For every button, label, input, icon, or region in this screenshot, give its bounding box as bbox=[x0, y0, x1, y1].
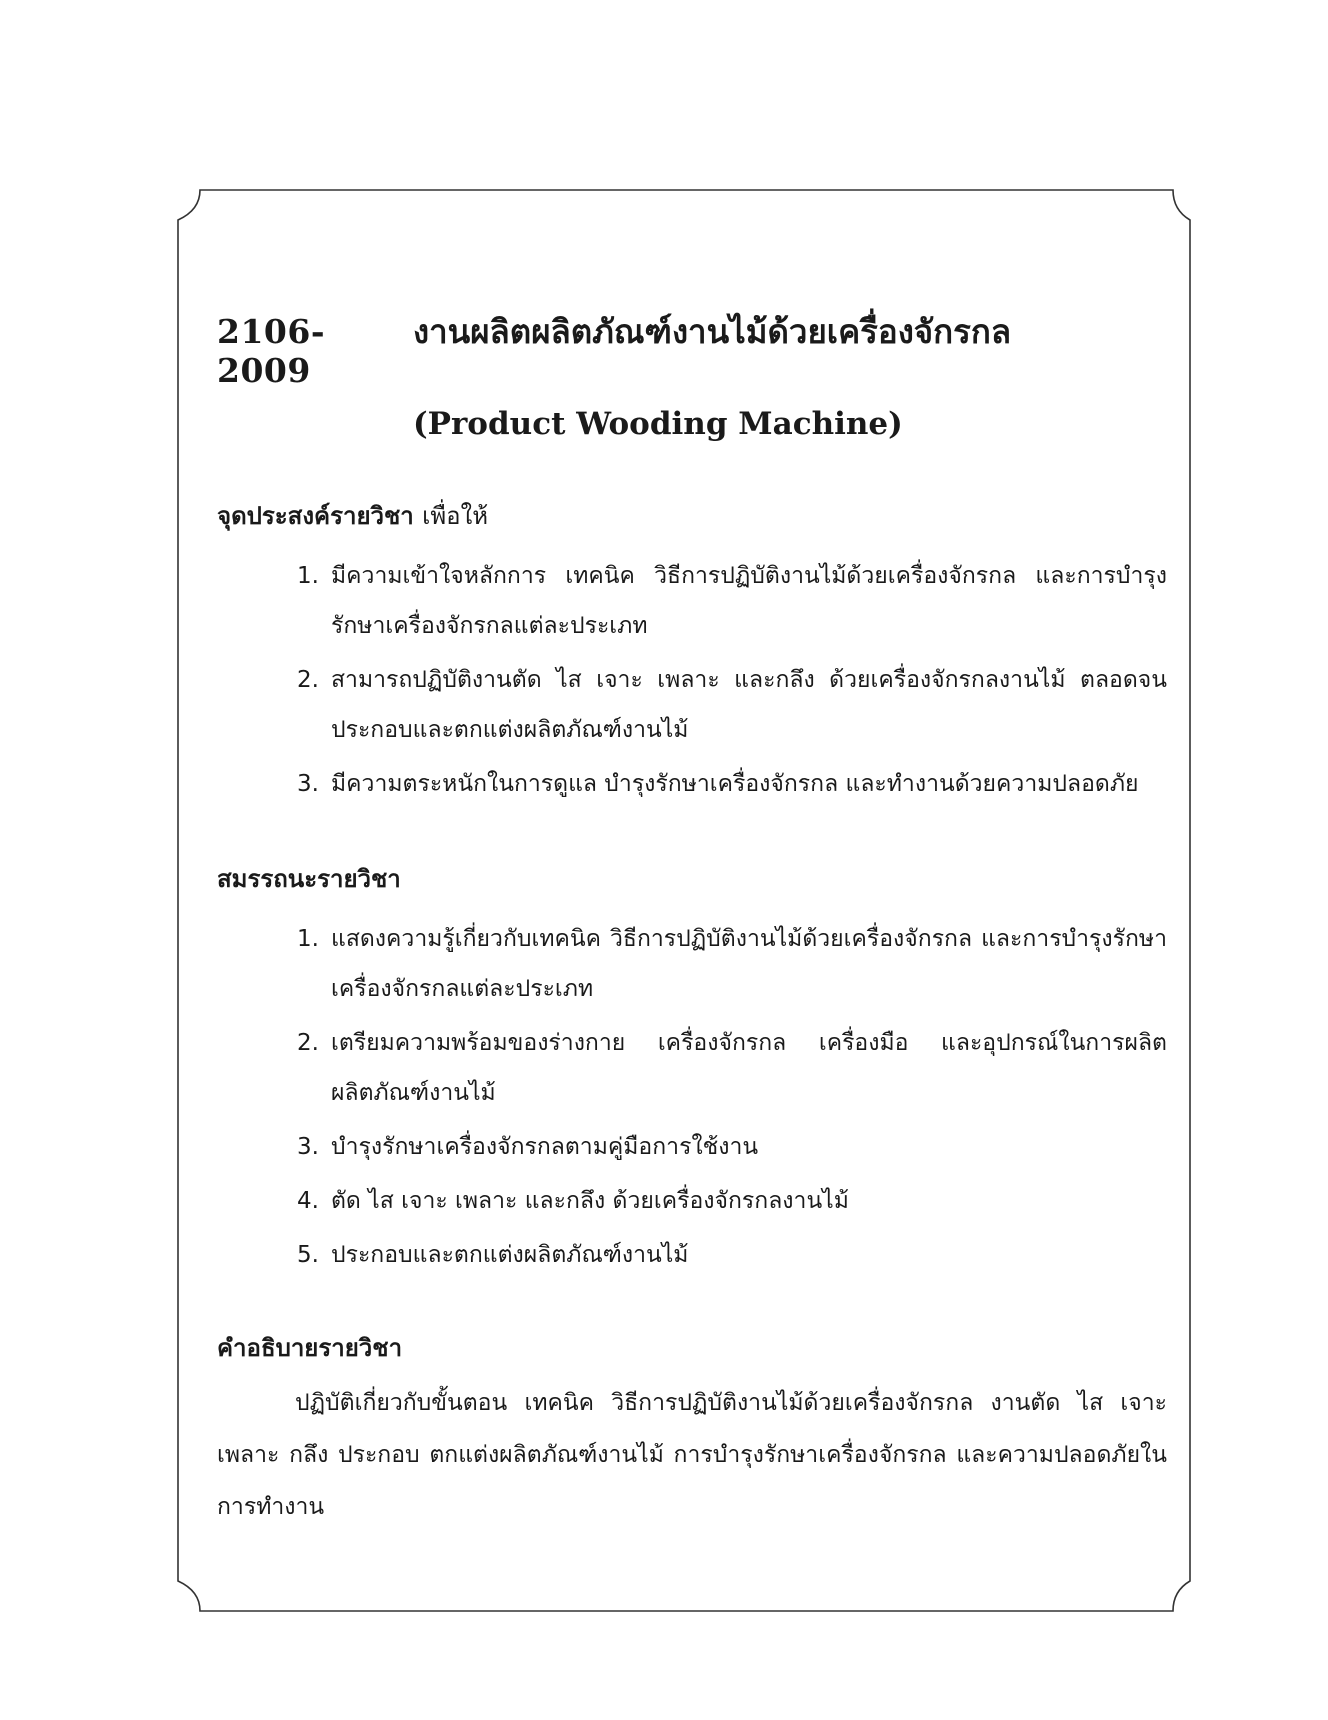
course-title-row bbox=[217, 305, 1167, 390]
course-title-thai: งานผลิตผลิตภัณฑ์งานไม้ด้วยเครื่องจักรกล bbox=[413, 312, 1012, 351]
list-item bbox=[217, 914, 1167, 1014]
objectives-list bbox=[217, 551, 1167, 809]
item-text: สามารถปฏิบัติงานตัด ไส เจาะ เพลาะ และกลึง ด้วยเครื่องจักรกลงานไม้ ตลอดจนประกอบและตกแต่งผลิตภัณฑ์งานไม้ bbox=[331, 667, 1167, 743]
list-item bbox=[217, 551, 1167, 651]
item-text: มีความเข้าใจหลักการ เทคนิค วิธีการปฏิบัติงานไม้ด้วยเครื่องจักรกล และการบำรุงรักษาเครื่องจักรกลแต่ละประเภท bbox=[331, 563, 1167, 639]
item-number: 1. bbox=[297, 563, 319, 589]
description-paragraph: ปฏิบัติเกี่ยวกับขั้นตอน เทคนิค วิธีการปฏิบัติงานไม้ด้วยเครื่องจักรกล งานตัด ไส เจาะ เพลาะ กลึง ประกอบ ตกแต่งผลิตภัณฑ์งานไม้ การบำรุงรักษาเครื่องจักรกล และความปลอดภัยในการทำงาน bbox=[217, 1390, 1167, 1520]
item-text: บำรุงรักษาเครื่องจักรกลตามคู่มือการใช้งาน bbox=[331, 1134, 759, 1160]
course-content bbox=[217, 305, 1167, 1533]
objectives-heading bbox=[217, 496, 1167, 535]
item-text: ตัด ไส เจาะ เพลาะ และกลึง ด้วยเครื่องจักรกลงานไม้ bbox=[331, 1188, 849, 1214]
item-text: ประกอบและตกแต่งผลิตภัณฑ์งานไม้ bbox=[331, 1242, 689, 1268]
item-text: เตรียมความพร้อมของร่างกาย เครื่องจักรกล เครื่องมือ และอุปกรณ์ในการผลิตผลิตภัณฑ์งานไม้ bbox=[331, 1030, 1167, 1106]
item-number: 1. bbox=[297, 926, 319, 952]
item-number: 4. bbox=[297, 1188, 319, 1214]
objectives-heading-label: จุดประสงค์รายวิชา bbox=[217, 502, 414, 530]
course-code: 2106-2009 bbox=[217, 312, 326, 390]
list-item bbox=[217, 759, 1167, 809]
list-item bbox=[217, 1018, 1167, 1118]
competencies-list bbox=[217, 914, 1167, 1280]
item-number: 2. bbox=[297, 1030, 319, 1056]
objectives-heading-suffix: เพื่อให้ bbox=[422, 502, 489, 530]
item-number: 3. bbox=[297, 771, 319, 797]
item-number: 3. bbox=[297, 1134, 319, 1160]
list-item bbox=[217, 1230, 1167, 1280]
list-item bbox=[217, 1176, 1167, 1226]
item-text: มีความตระหนักในการดูแล บำรุงรักษาเครื่องจักรกล และทำงานด้วยความปลอดภัย bbox=[331, 771, 1139, 797]
item-text: แสดงความรู้เกี่ยวกับเทคนิค วิธีการปฏิบัติงานไม้ด้วยเครื่องจักรกล และการบำรุงรักษาเครื่องจักรกลแต่ละประเภท bbox=[331, 926, 1167, 1002]
list-item bbox=[217, 1122, 1167, 1172]
item-number: 2. bbox=[297, 667, 319, 693]
item-number: 5. bbox=[297, 1242, 319, 1268]
list-item bbox=[217, 655, 1167, 755]
competencies-heading: สมรรถนะรายวิชา bbox=[217, 865, 401, 893]
description-heading: คำอธิบายรายวิชา bbox=[217, 1334, 403, 1362]
course-title-english: (Product Wooding Machine) bbox=[413, 406, 903, 442]
